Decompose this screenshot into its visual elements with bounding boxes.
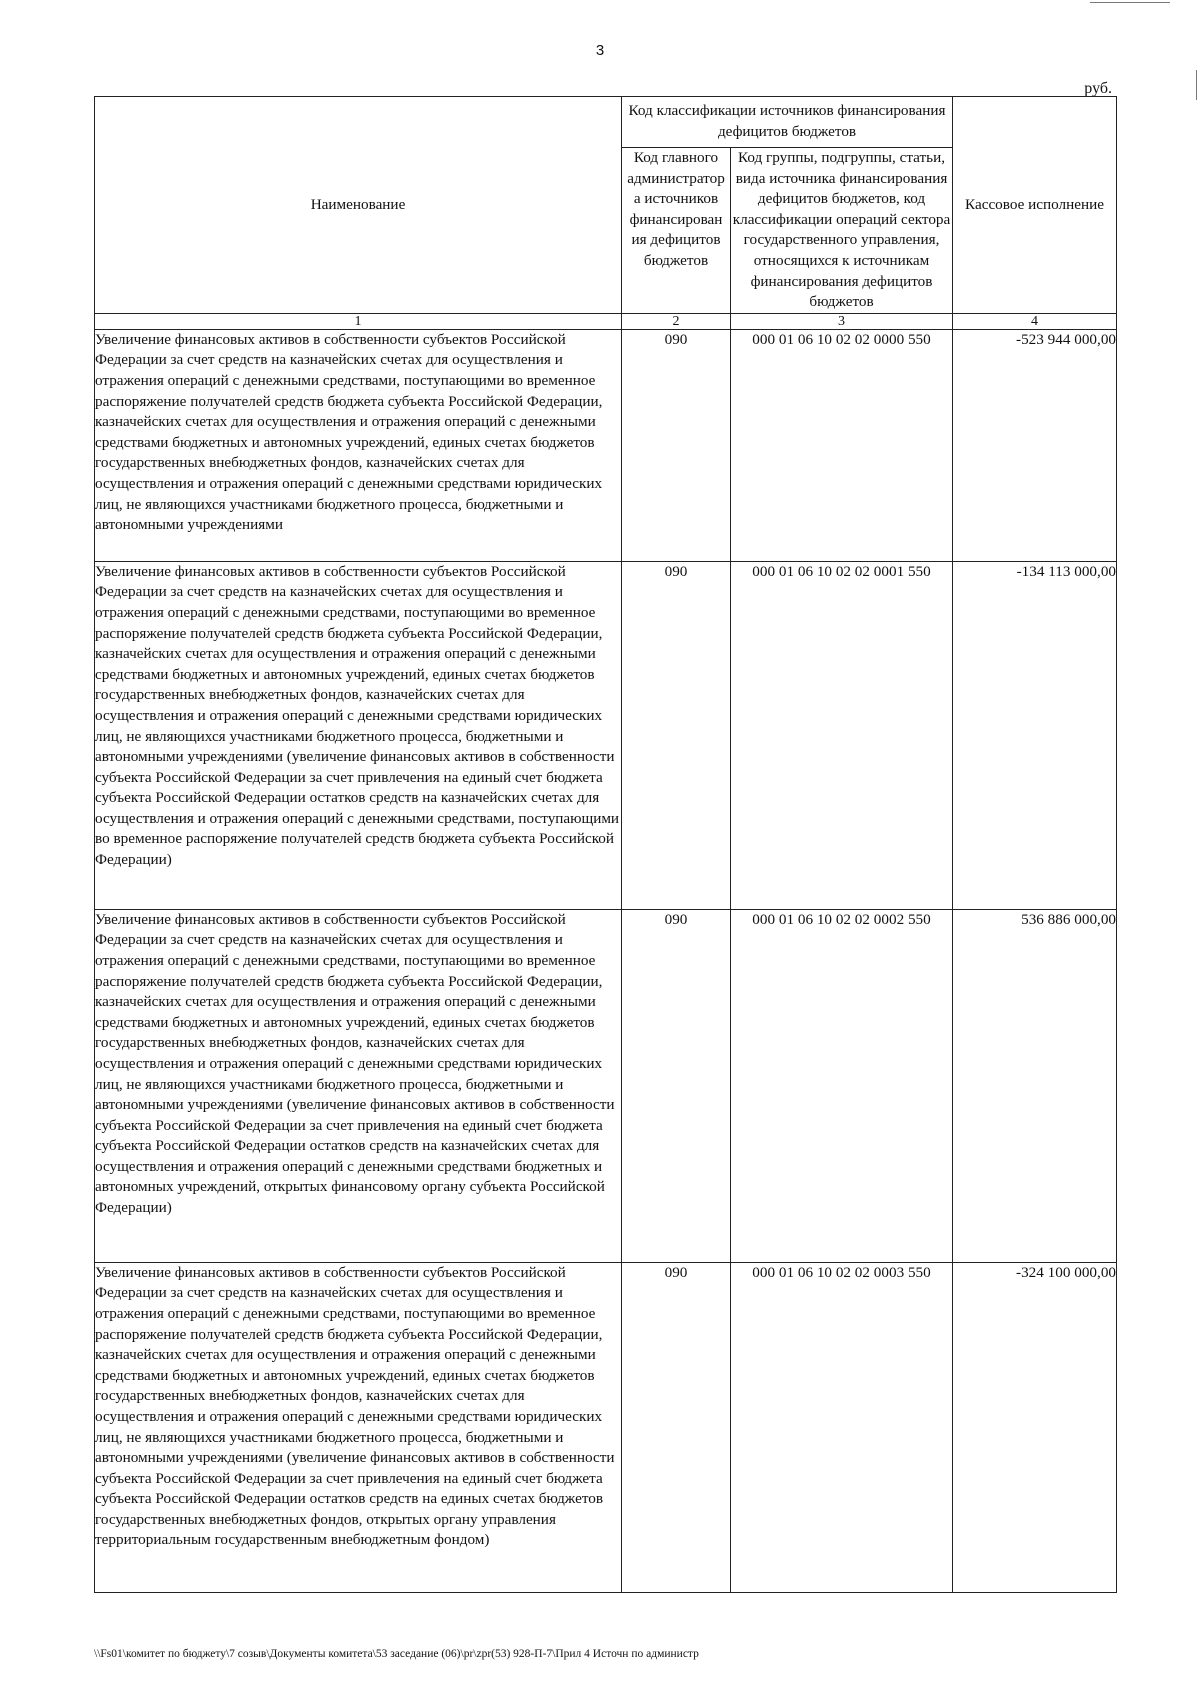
column-number: 4 [953, 313, 1117, 329]
row-name: Увеличение финансовых активов в собственности субъектов Российской Федерации за счет средств на казначейских счетах для осуществления и отражения операций с денежными средствами, поступающими во временное распоряжение получателей средств бюджета субъекта Российской Федерации, казначейских счетах для осуществления и отражения операций с денежными средствами бюджетных и автономных учреждений, единых счетах бюджетов государственных внебюджетных фондов, казначейских счетах для осуществления и отражения операций с денежными средствами юридических лиц, не являющихся участниками бюджетного процесса, бюджетными и автономными учреждениями (увеличение финансовых активов в собственности субъекта Российской Федерации за счет привлечения на единый счет бюджета субъекта Российской Федерации остатков средств на казначейских счетах для осуществления и отражения операций с денежными средствами бюджетных и автономных учреждений, открытых финансовому органу субъекта Российской Федерации) [95, 909, 622, 1262]
header-classification-group: Код классификации источников финансирования дефицитов бюджетов [622, 97, 953, 148]
currency-unit: руб. [1084, 80, 1112, 97]
row-source-code: 000 01 06 10 02 02 0002 550 [731, 909, 953, 1262]
header-name: Наименование [95, 97, 622, 314]
row-amount: -134 113 000,00 [953, 561, 1117, 909]
table-row [95, 561, 1117, 909]
row-source-code: 000 01 06 10 02 02 0000 550 [731, 329, 953, 561]
row-admin-code: 090 [622, 329, 731, 561]
header-cash-execution: Кассовое исполнение [953, 97, 1117, 314]
footer-file-path: \\Fs01\комитет по бюджету\7 созыв\Документы комитета\53 заседание (06)\pr\zpr(53) 928-П-7\Прил 4 Источн по администр [94, 1648, 699, 1660]
page-number: 3 [595, 42, 605, 59]
scan-edge-mark-top [1090, 2, 1170, 3]
sources-financing-table [94, 96, 1117, 1593]
row-amount: -523 944 000,00 [953, 329, 1117, 561]
row-name: Увеличение финансовых активов в собственности субъектов Российской Федерации за счет средств на казначейских счетах для осуществления и отражения операций с денежными средствами, поступающими во временное распоряжение получателей средств бюджета субъекта Российской Федерации, казначейских счетах для осуществления и отражения операций с денежными средствами бюджетных и автономных учреждений, единых счетах бюджетов государственных внебюджетных фондов, казначейских счетах для осуществления и отражения операций с денежными средствами юридических лиц, не являющихся участниками бюджетного процесса, бюджетными и автономными учреждениями [95, 329, 622, 561]
row-amount: 536 886 000,00 [953, 909, 1117, 1262]
row-source-code: 000 01 06 10 02 02 0001 550 [731, 561, 953, 909]
row-amount: -324 100 000,00 [953, 1262, 1117, 1592]
header-source-code: Код группы, подгруппы, статьи, вида источника финансирования дефицитов бюджетов, код классификации операций сектора государственного управления, относящихся к источникам финансирования дефицитов бюджетов [731, 148, 953, 314]
row-admin-code: 090 [622, 1262, 731, 1592]
row-name: Увеличение финансовых активов в собственности субъектов Российской Федерации за счет средств на казначейских счетах для осуществления и отражения операций с денежными средствами, поступающими во временное распоряжение получателей средств бюджета субъекта Российской Федерации, казначейских счетах для осуществления и отражения операций с денежными средствами бюджетных и автономных учреждений, единых счетах бюджетов государственных внебюджетных фондов, казначейских счетах для осуществления и отражения операций с денежными средствами юридических лиц, не являющихся участниками бюджетного процесса, бюджетными и автономными учреждениями (увеличение финансовых активов в собственности субъекта Российской Федерации за счет привлечения на единый счет бюджета субъекта Российской Федерации остатков средств на казначейских счетах для осуществления и отражения операций с денежными средствами, поступающими во временное распоряжение получателей средств бюджета субъекта Российской Федерации) [95, 561, 622, 909]
row-admin-code: 090 [622, 909, 731, 1262]
row-name: Увеличение финансовых активов в собственности субъектов Российской Федерации за счет средств на казначейских счетах для осуществления и отражения операций с денежными средствами, поступающими во временное распоряжение получателей средств бюджета субъекта Российской Федерации, казначейских счетах для осуществления и отражения операций с денежными средствами бюджетных и автономных учреждений, единых счетах бюджетов государственных внебюджетных фондов, казначейских счетах для осуществления и отражения операций с денежными средствами юридических лиц, не являющихся участниками бюджетного процесса, бюджетными и автономными учреждениями (увеличение финансовых активов в собственности субъекта Российской Федерации за счет привлечения на единый счет бюджета субъекта Российской Федерации остатков средств на единых счетах бюджетов государственных внебюджетных фондов, открытых органу управления территориальным государственным внебюджетным фондом) [95, 1262, 622, 1592]
column-number: 2 [622, 313, 731, 329]
table-row [95, 329, 1117, 561]
row-source-code: 000 01 06 10 02 02 0003 550 [731, 1262, 953, 1592]
header-admin-code: Код главного администратор а источников финансирован ия дефицитов бюджетов [622, 148, 731, 314]
column-number: 1 [95, 313, 622, 329]
row-admin-code: 090 [622, 561, 731, 909]
table-row [95, 909, 1117, 1262]
column-number: 3 [731, 313, 953, 329]
table-row [95, 1262, 1117, 1592]
scan-edge-mark-right [1196, 70, 1197, 100]
